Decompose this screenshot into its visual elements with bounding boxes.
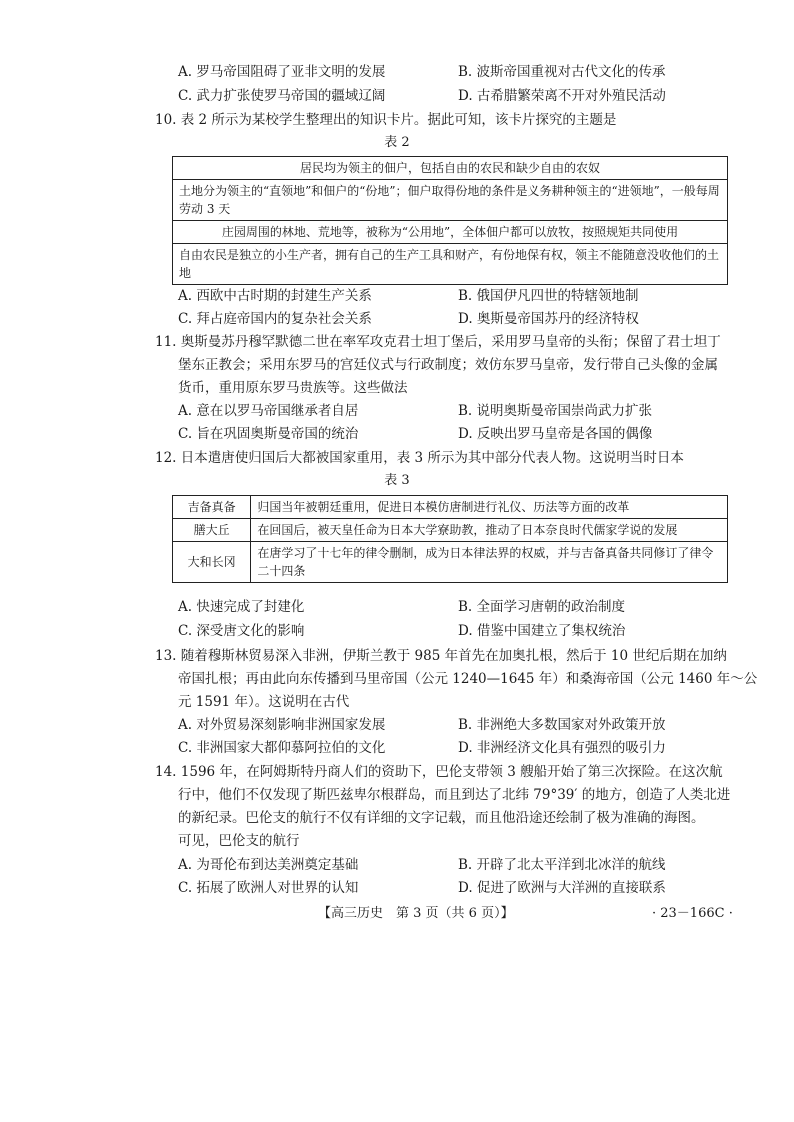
- table-row: [173, 496, 728, 519]
- q11-stem-line: 堡东正教会；采用东罗马的宫廷仪式与行政制度；效仿东罗马皇帝，发行带自己头像的金属: [178, 357, 718, 373]
- table-cell: 居民均为领主的佃户，包括自由的农民和缺少自由的农奴: [173, 157, 728, 180]
- q9-option-a: A. 罗马帝国阻碍了亚非文明的发展: [178, 64, 386, 80]
- page-footer-code: · 23－166C ·: [652, 906, 733, 921]
- table-cell: [173, 180, 728, 221]
- q11-options-row-2: [0, 424, 794, 444]
- q14-option-d: D. 促进了欧洲与大洋洲的直接联系: [458, 880, 666, 896]
- q14-stem-line: 14. 1596 年，在阿姆斯特丹商人们的资助下，巴伦支带领 3 艘船开始了第三次探险。在这次航: [155, 764, 723, 780]
- q11-stem-line: 11. 奥斯曼苏丹穆罕默德二世在率军攻克君士坦丁堡后，采用罗马皇帝的头衔；保留了君士坦丁: [155, 334, 721, 350]
- q10-table-caption: 表 2: [384, 135, 410, 150]
- table-row: [173, 519, 728, 542]
- q14-options-row-1: [0, 855, 794, 875]
- q10-stem: 10. 表 2 所示为某校学生整理出的知识卡片。据此可知，该卡片探究的主题是: [155, 112, 617, 128]
- q10-option-d: D. 奥斯曼帝国苏丹的经济特权: [458, 311, 639, 327]
- q12-stem: 12. 日本遣唐使归国后大都被国家重用，表 3 所示为其中部分代表人物。这说明当时日本: [155, 450, 684, 466]
- q11-option-d: D. 反映出罗马皇帝是各国的偶像: [458, 426, 653, 442]
- q10-option-a: A. 西欧中古时期的封建生产关系: [178, 288, 372, 304]
- q9-option-d: D. 古希腊繁荣离不开对外殖民活动: [458, 88, 666, 104]
- q14-options-row-2: [0, 878, 794, 898]
- q11-option-c: C. 旨在巩固奥斯曼帝国的统治: [178, 426, 359, 442]
- q13-option-b: B. 非洲绝大多数国家对外政策开放: [458, 717, 666, 733]
- q13-stem-line: 13. 随着穆斯林贸易深入非洲，伊斯兰教于 985 年首先在加奥扎根，然后于 10 世纪后期在加纳: [155, 648, 727, 664]
- q14-stem-line: 行中，他们不仅发现了斯匹兹卑尔根群岛，而且到达了北纬 79°39′ 的地方，创造了人类北进: [178, 787, 731, 803]
- q10-option-c: C. 拜占庭帝国内的复杂社会关系: [178, 311, 372, 327]
- q13-option-d: D. 非洲经济文化具有强烈的吸引力: [458, 740, 666, 756]
- q12-envoy-table: [172, 495, 728, 583]
- envoy-description: 归国当年被朝廷重用，促进日本模仿唐制进行礼仪、历法等方面的改革: [251, 496, 728, 519]
- q9-options-row-2: [0, 86, 794, 106]
- q14-option-b: B. 开辟了北太平洋到北冰洋的航线: [458, 857, 666, 873]
- q12-options-row-2: [0, 621, 794, 641]
- q9-option-b: B. 波斯帝国重视对古代文化的传承: [458, 64, 666, 80]
- envoy-name: 膳大丘: [173, 519, 251, 542]
- table-row: [173, 157, 728, 180]
- q11-options-row-1: [0, 401, 794, 421]
- q13-stem-line: 元 1591 年）。这说明在古代: [178, 694, 350, 710]
- q13-option-c: C. 非洲国家大都仰慕阿拉伯的文化: [178, 740, 386, 756]
- q11-stem-line: 货币，重用原东罗马贵族等。这些做法: [178, 380, 408, 396]
- q10-option-b: B. 俄国伊凡四世的特辖领地制: [458, 288, 639, 304]
- q11-option-a: A. 意在以罗马帝国继承者自居: [178, 403, 359, 419]
- q14-stem-line: 可见，巴伦支的航行: [178, 833, 300, 849]
- q11-option-b: B. 说明奥斯曼帝国崇尚武力扩张: [458, 403, 653, 419]
- page-footer-label: 【高三历史 第 3 页（共 6 页）】: [318, 906, 514, 921]
- table-row: [173, 180, 728, 221]
- table-cell-line: 土地分为领主的“直领地”和佃户的“份地”；佃户取得份地的条件是义务耕种领主的“进领地”，一般每周: [179, 184, 720, 198]
- q12-table-caption: 表 3: [384, 473, 410, 488]
- q12-option-a: A. 快速完成了封建化: [178, 599, 305, 615]
- q13-option-a: A. 对外贸易深刻影响非洲国家发展: [178, 717, 386, 733]
- table-row: [173, 244, 728, 285]
- q12-option-c: C. 深受唐文化的影响: [178, 623, 305, 639]
- envoy-description: 在唐学习了十七年的律令删制，成为日本律法界的权威，并与吉备真备共同修订了律令二十四条: [251, 542, 728, 583]
- q14-option-a: A. 为哥伦布到达美洲奠定基础: [178, 857, 359, 873]
- table-row: [173, 542, 728, 583]
- table-cell: 庄园周围的林地、荒地等，被称为“公用地”，全体佃户都可以放牧，按照规矩共同使用: [173, 221, 728, 244]
- envoy-name: 吉备真备: [173, 496, 251, 519]
- q10-options-row-2: [0, 309, 794, 329]
- q10-options-row-1: [0, 286, 794, 306]
- q10-knowledge-table: [172, 156, 728, 285]
- table-cell: 自由农民是独立的小生产者，拥有自己的生产工具和财产，有份地保有权，领主不能随意没收他们的土地: [173, 244, 728, 285]
- q12-options-row-1: [0, 597, 794, 617]
- q13-options-row-2: [0, 738, 794, 758]
- envoy-name: 大和长冈: [173, 542, 251, 583]
- table-cell-line: 劳动 3 天: [179, 202, 231, 216]
- q13-stem-line: 帝国扎根；再由此向东传播到马里帝国（公元 1240—1645 年）和桑海帝国（公元 1460 年～公: [178, 671, 758, 687]
- q13-options-row-1: [0, 715, 794, 735]
- q14-option-c: C. 拓展了欧洲人对世界的认知: [178, 880, 359, 896]
- q14-stem-line: 的新纪录。巴伦支的航行不仅有详细的文字记载，而且他沿途还绘制了极为准确的海图。: [178, 810, 705, 826]
- q9-option-c: C. 武力扩张使罗马帝国的疆域辽阔: [178, 88, 386, 104]
- q12-option-b: B. 全面学习唐朝的政治制度: [458, 599, 626, 615]
- table-row: [173, 221, 728, 244]
- envoy-description: 在回国后，被天皇任命为日本大学寮助教，推动了日本奈良时代儒家学说的发展: [251, 519, 728, 542]
- q9-options-row-1: [0, 62, 794, 82]
- q12-option-d: D. 借鉴中国建立了集权统治: [458, 623, 626, 639]
